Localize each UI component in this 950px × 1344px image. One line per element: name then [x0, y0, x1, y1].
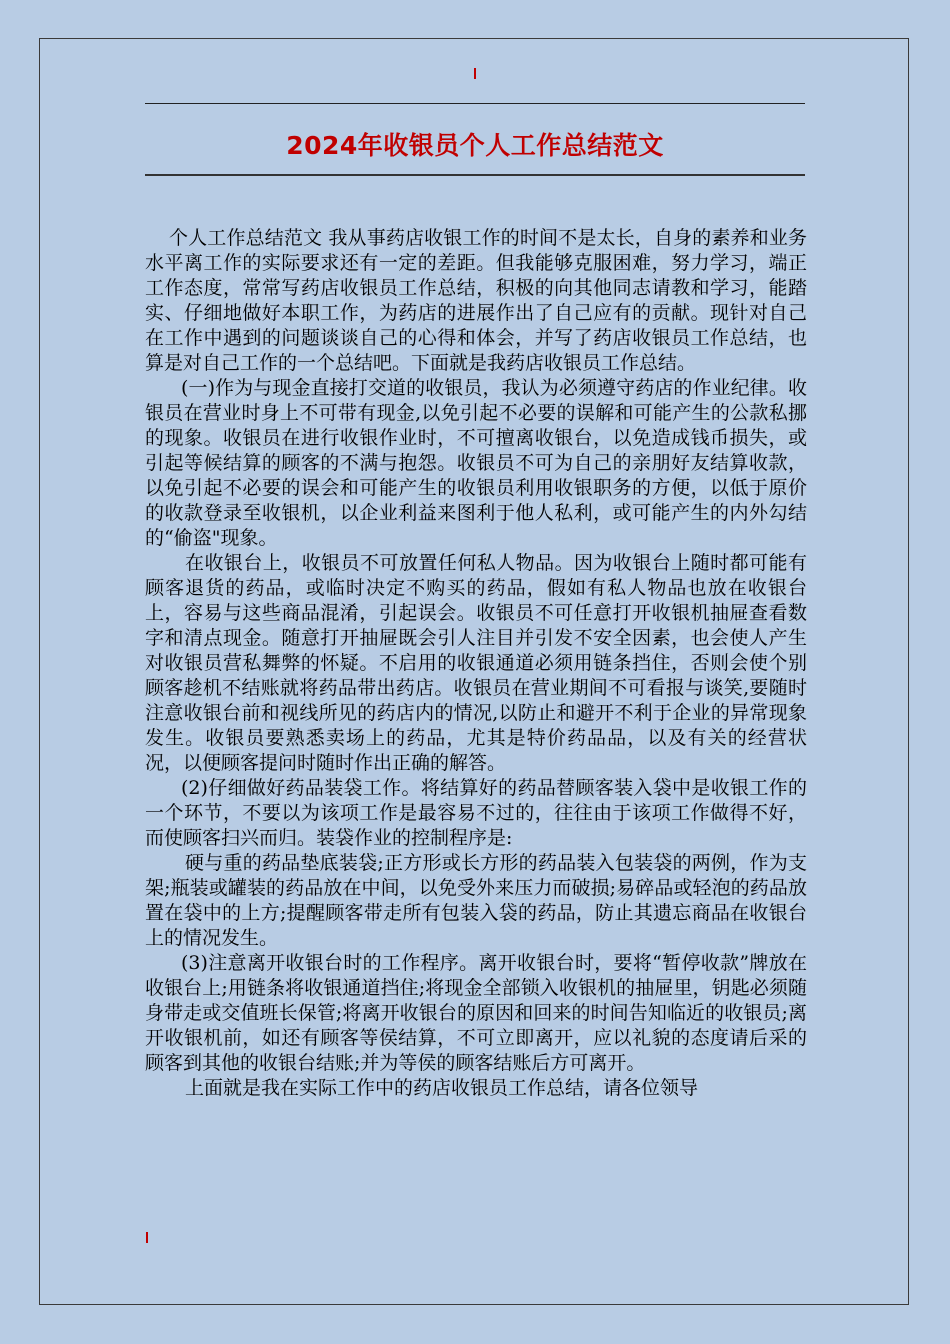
paragraph-cashier-desk: 在收银台上，收银员不可放置任何私人物品。因为收银台上随时都可能有顾客退货的药品，或临时决定不购买的药品，假如有私人物品也放在收银台上，容易与这些商品混淆，引起误会。收银员不可任意打开收银机抽屉查看数字和清点现金。随意打开抽屉既会引人注目并引发不安全因素，也会使人产生对收银员营私舞弊的怀疑。不启用的收银通道必须用链条挡住，否则会使个别顾客趁机不结账就将药品带出药店。收银员在营业期间不可看报与谈笑,要随时注意收银台前和视线所见的药店内的情况,以防止和避开不利于企业的异常现象发生。收银员要熟悉卖场上的药品，尤其是特价药品品，以及有关的经营状况，以便顾客提问时随时作出正确的解答。	[145, 552, 807, 774]
title-rule	[145, 174, 805, 176]
header-rule	[145, 103, 805, 104]
bottom-cursor-mark	[146, 1232, 148, 1243]
paragraph-intro: 个人工作总结范文 我从事药店收银工作的时间不是太长，自身的素养和业务水平离工作的实际要求还有一定的差距。但我能够克服困难，努力学习，端正工作态度，常常写药店收银员工作总结，积极的向其他同志请教和学习，能踏实、仔细地做好本职工作，为药店的进展作出了自己应有的贡献。现针对自己在工作中遇到的问题谈谈自己的心得和体会，并写了药店收银员工作总结，也算是对自己工作的一个总结吧。下面就是我药店收银员工作总结。	[145, 227, 807, 374]
top-cursor-mark	[474, 68, 476, 79]
paragraph-bagging-rules: 硬与重的药品垫底装袋;正方形或长方形的药品装入包装袋的两例，作为支架;瓶装或罐装的药品放在中间，以免受外来压力而破损;易碎品或轻泡的药品放置在袋中的上方;提醒顾客带走所有包装入袋的药品，防止其遗忘商品在收银台上的情况发生。	[145, 852, 807, 949]
document-body	[145, 226, 807, 1101]
paragraph-section-3: (3)注意离开收银台时的工作程序。离开收银台时，要将“暂停收款”牌放在收银台上;用链条将收银通道挡住;将现金全部锁入收银机的抽屉里，钥匙必须随身带走或交值班长保管;将离开收银台的原因和回来的时间告知临近的收银员;离开收银机前，如还有顾客等侯结算，不可立即离开，应以礼貌的态度请后采的顾客到其他的收银台结账;并为等侯的顾客结账后方可离开。	[145, 952, 807, 1074]
paragraph-closing: 上面就是我在实际工作中的药店收银员工作总结，请各位领导	[185, 1077, 699, 1099]
paragraph-section-2: (2)仔细做好药品装袋工作。将结算好的药品替顾客装入袋中是收银工作的一个环节，不要以为该项工作是最容易不过的，往往由于该项工作做得不好，而使顾客扫兴而归。装袋作业的控制程序是:	[145, 777, 807, 849]
document-title: 2024年收银员个人工作总结范文	[286, 131, 664, 160]
paragraph-section-1: (一)作为与现金直接打交道的收银员，我认为必须遵守药店的作业纪律。收银员在营业时身上不可带有现金,以免引起不必要的误解和可能产生的公款私挪的现象。收银员在进行收银作业时，不可擅离收银台，以免造成钱币损失，或引起等候结算的顾客的不满与抱怨。收银员不可为自己的亲朋好友结算收款，以免引起不必要的误会和可能产生的收银员利用收银职务的方便，以低于原价的收款登录至收银机，以企业利益来图利于他人私利，或可能产生的内外勾结的“偷盗"现象。	[145, 377, 807, 549]
